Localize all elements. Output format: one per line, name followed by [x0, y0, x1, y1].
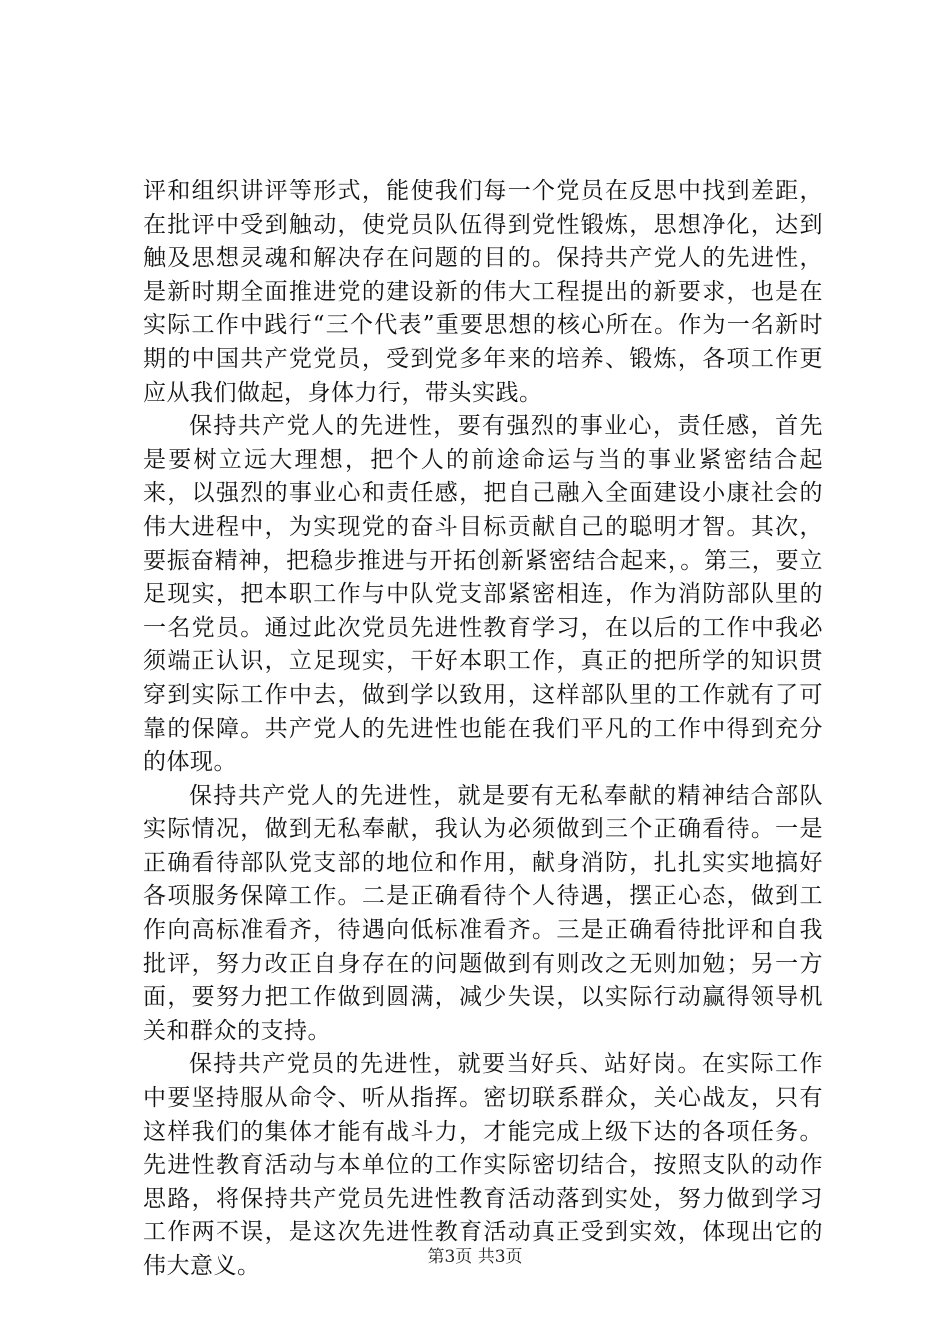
paragraph-1: 评和组织讲评等形式，能使我们每一个党员在反思中找到差距，在批评中受到触动，使党员队伍得到党性锻炼，思想净化，达到触及思想灵魂和解决存在问题的目的。保持共产党人的先进性，是新时期全面推进党的建设新的伟大工程提出的新要求，也是在实际工作中践行“三个代表”重要思想的核心所在。作为一名新时期的中国共产党党员，受到党多年来的培养、锻炼，各项工作更应从我们做起，身体力行，带头实践。 [143, 178, 823, 406]
document-body [143, 175, 823, 1284]
paragraph-3: 保持共产党人的先进性，就是要有无私奉献的精神结合部队实际情况，做到无私奉献，我认为必须做到三个正确看待。一是正确看待部队党支部的地位和作用，献身消防，扎扎实实地搞好各项服务保障工作。二是正确看待个人待遇，摆正心态，做到工作向高标准看齐，待遇向低标准看齐。三是正确看待批评和自我批评，努力改正自身存在的问题做到有则改之无则加勉；另一方面，要努力把工作做到圆满，减少失误，以实际行动赢得领导机关和群众的支持。 [143, 782, 823, 1044]
paragraph-4: 保持共产党员的先进性，就要当好兵、站好岗。在实际工作中要坚持服从命令、听从指挥。密切联系群众，关心战友，只有这样我们的集体才能有战斗力，才能完成上级下达的各项任务。先进性教育活动与本单位的工作实际密切结合，按照支队的动作思路，将保持共产党员先进性教育活动落到实处，努力做到学习工作两不误，是这次先进性教育活动真正受到实效，体现出它的伟大意义。 [143, 1051, 823, 1279]
paragraph-2: 保持共产党人的先进性，要有强烈的事业心，责任感，首先是要树立远大理想，把个人的前途命运与当的事业紧密结合起来，以强烈的事业心和责任感，把自己融入全面建设小康社会的伟大进程中，为实现党的奋斗目标贡献自己的聪明才智。其次，要振奋精神，把稳步推进与开拓创新紧密结合起来，。第三，要立足现实，把本职工作与中队党支部紧密相连，作为消防部队里的一名党员。通过此次党员先进性教育学习，在以后的工作中我必须端正认识，立足现实，干好本职工作，真正的把所学的知识贯穿到实际工作中去，做到学以致用，这样部队里的工作就有了可靠的保障。共产党人的先进性也能在我们平凡的工作中得到充分的体现。 [143, 413, 823, 776]
page-footer: 第3页 共3页 [427, 1247, 523, 1267]
